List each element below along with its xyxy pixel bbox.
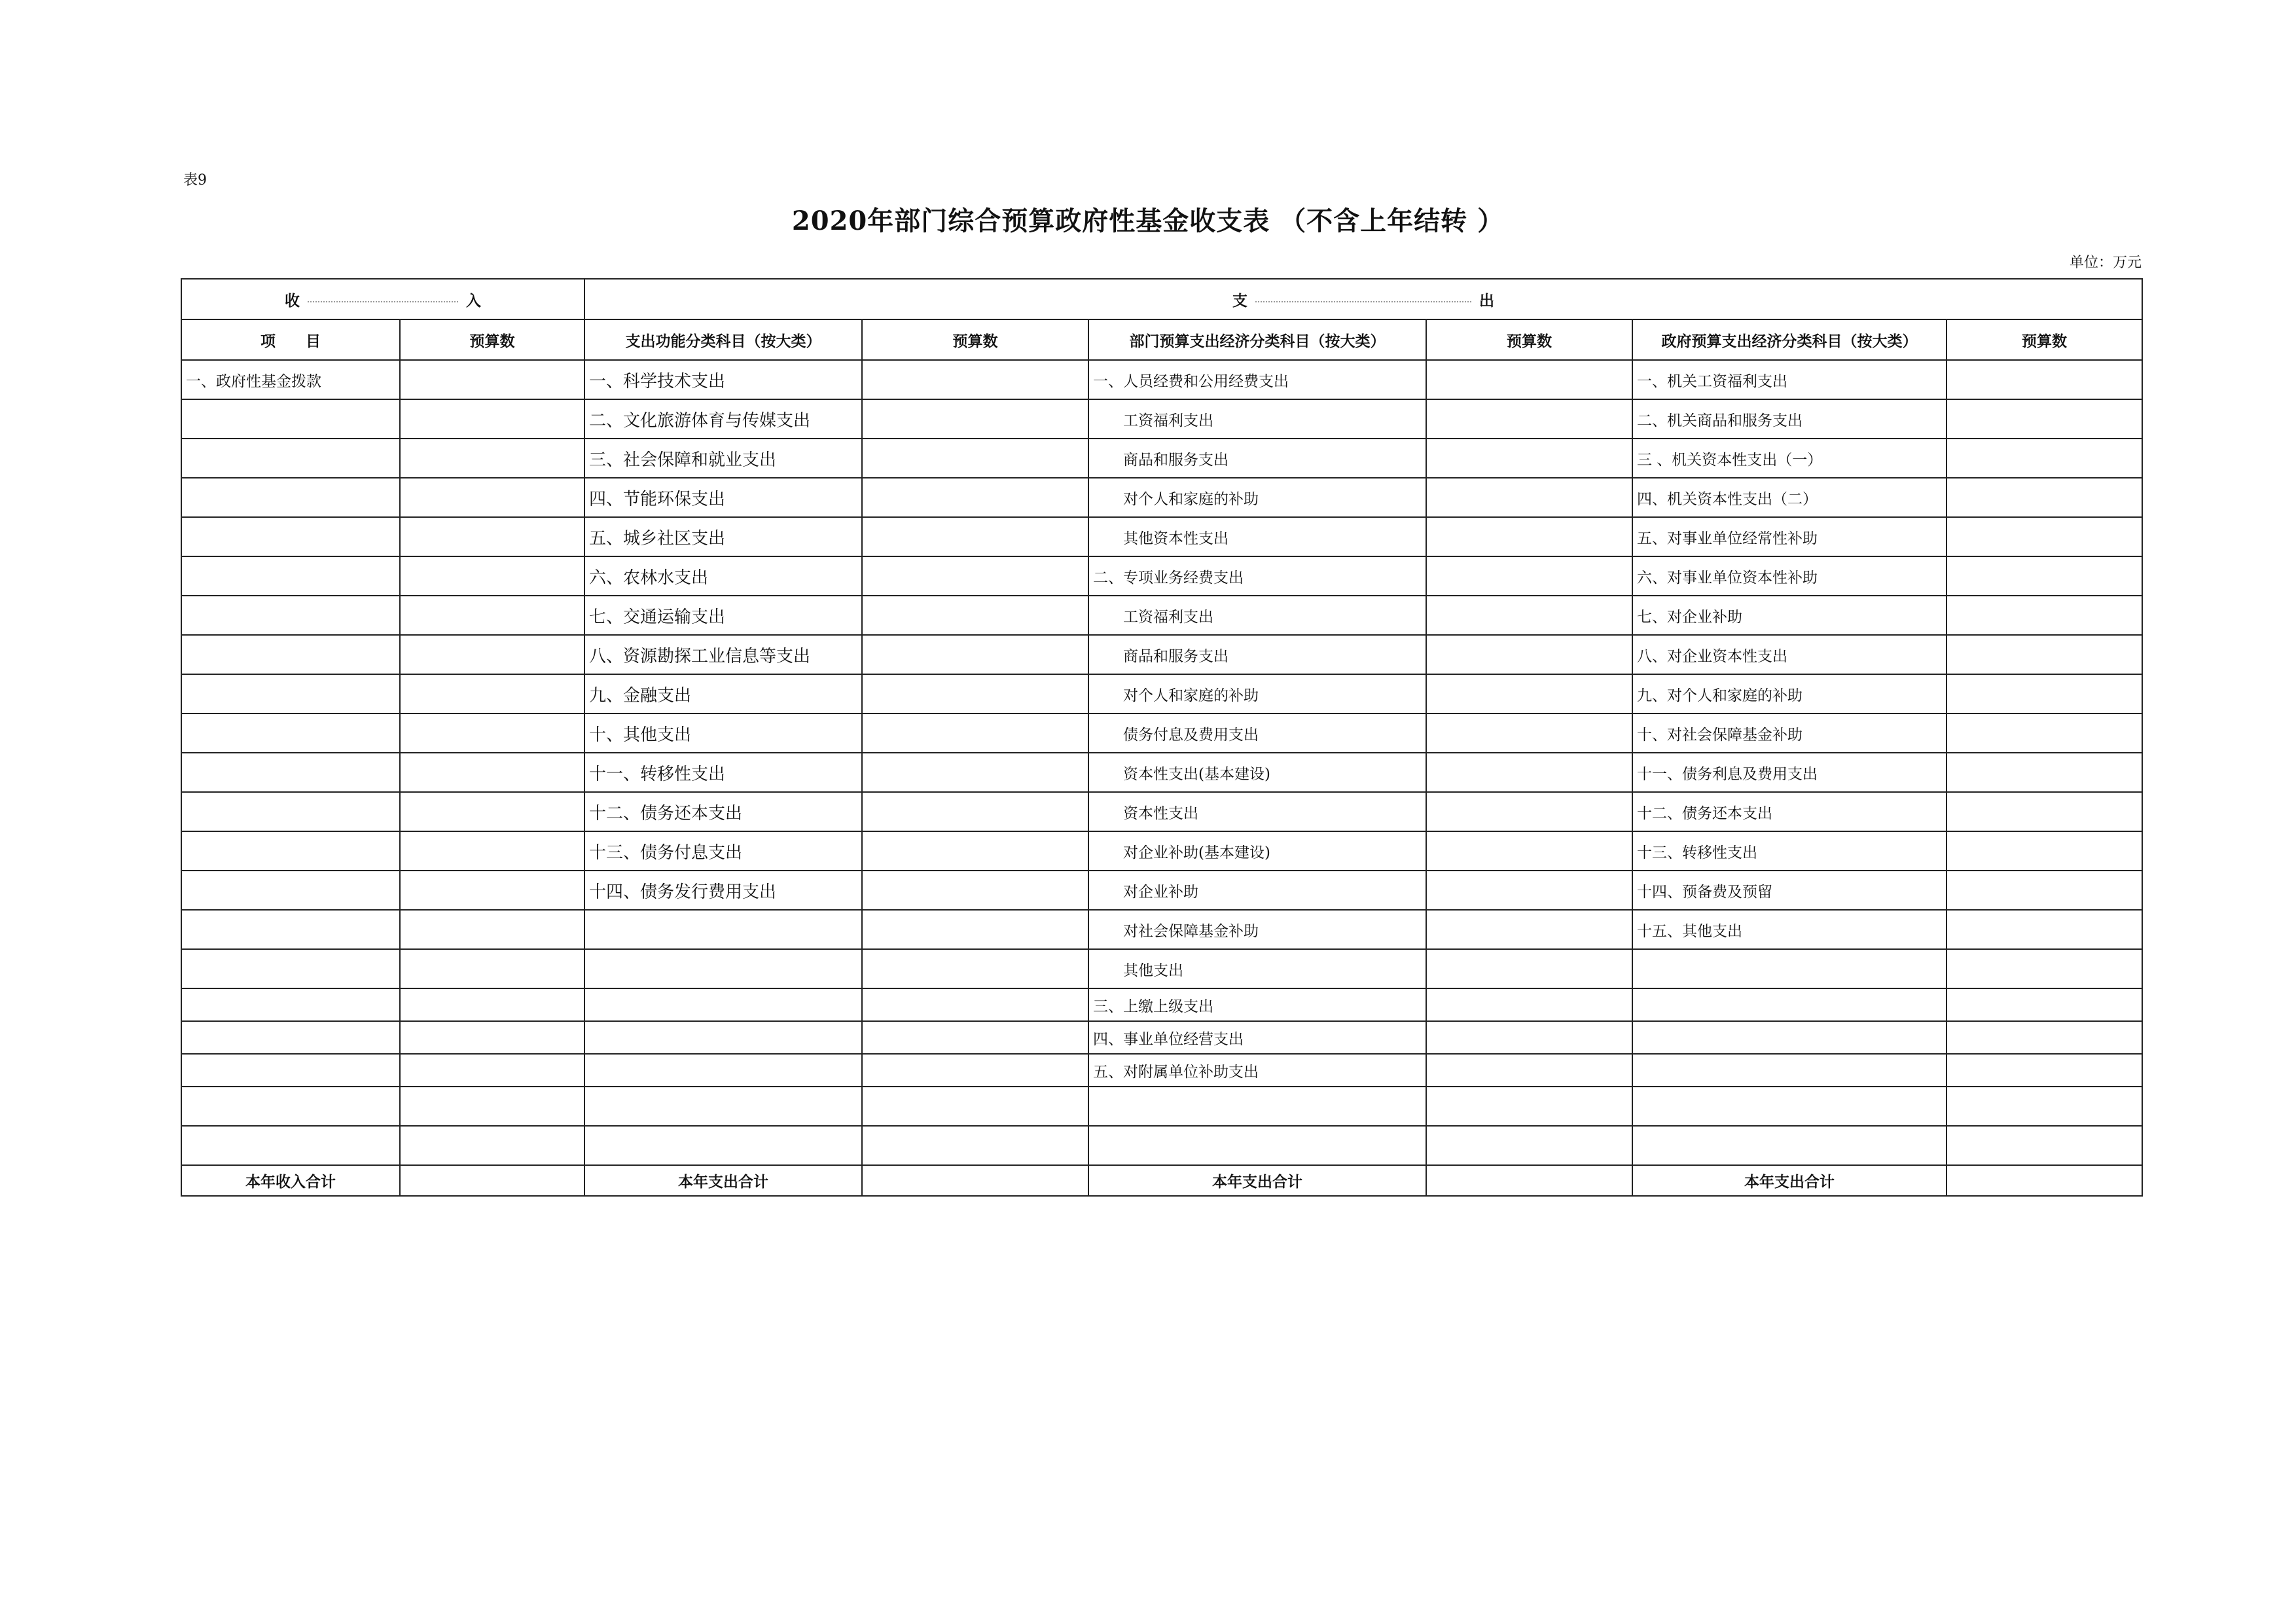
dept-item-cell: 二、专项业务经费支出: [1088, 556, 1426, 596]
income-budget-cell: [400, 792, 584, 831]
dept-item-cell: 四、事业单位经营支出: [1088, 1021, 1426, 1054]
func-budget-cell: [862, 988, 1088, 1021]
gov-item-cell: [1632, 1087, 1946, 1126]
gov-item-cell: 九、对个人和家庭的补助: [1632, 674, 1946, 713]
gov-item-cell: 七、对企业补助: [1632, 596, 1946, 635]
gov-budget-cell: [1946, 753, 2142, 792]
func-budget-cell: [862, 399, 1088, 439]
gov-item-cell: 四、机关资本性支出（二）: [1632, 478, 1946, 517]
dept-item-cell: [1088, 1087, 1426, 1126]
gov-item-cell: 八、对企业资本性支出: [1632, 635, 1946, 674]
dept-budget-cell: [1426, 360, 1632, 399]
func-budget-cell: [862, 1054, 1088, 1087]
income-item-cell: [181, 478, 400, 517]
func-item-cell: 十一、转移性支出: [584, 753, 862, 792]
dept-budget-cell: [1426, 635, 1632, 674]
income-item-cell: [181, 753, 400, 792]
func-budget-cell: [862, 517, 1088, 556]
totals-row: [181, 1165, 2142, 1196]
func-budget-cell: [862, 478, 1088, 517]
func-item-cell: [584, 1021, 862, 1054]
income-item-cell: [181, 713, 400, 753]
col-header-gov-budget: 预算数: [1946, 319, 2142, 360]
func-item-cell: 六、农林水支出: [584, 556, 862, 596]
dept-item-cell: 对个人和家庭的补助: [1088, 478, 1426, 517]
dept-budget-cell: [1426, 1054, 1632, 1087]
dept-item-cell: 债务付息及费用支出: [1088, 713, 1426, 753]
table-row: [181, 988, 2142, 1021]
table-row: [181, 556, 2142, 596]
dept-budget-cell: [1426, 871, 1632, 910]
dept-item-cell: 对社会保障基金补助: [1088, 910, 1426, 949]
dept-budget-cell: [1426, 910, 1632, 949]
income-budget-cell: [400, 910, 584, 949]
gov-item-cell: [1632, 988, 1946, 1021]
func-budget-cell: [862, 360, 1088, 399]
dept-item-cell: [1088, 1126, 1426, 1165]
gov-budget-cell: [1946, 988, 2142, 1021]
gov-budget-cell: [1946, 517, 2142, 556]
dept-total-value: [1426, 1165, 1632, 1196]
gov-item-cell: [1632, 1126, 1946, 1165]
income-budget-cell: [400, 478, 584, 517]
table-row: [181, 1087, 2142, 1126]
income-total-value: [400, 1165, 584, 1196]
gov-item-cell: 十一、债务利息及费用支出: [1632, 753, 1946, 792]
func-budget-cell: [862, 949, 1088, 988]
dept-budget-cell: [1426, 1021, 1632, 1054]
dept-budget-cell: [1426, 1087, 1632, 1126]
gov-item-cell: 十、对社会保障基金补助: [1632, 713, 1946, 753]
income-budget-cell: [400, 635, 584, 674]
dept-item-cell: 资本性支出(基本建设): [1088, 753, 1426, 792]
income-item-cell: [181, 439, 400, 478]
gov-item-cell: 十五、其他支出: [1632, 910, 1946, 949]
income-item-cell: [181, 910, 400, 949]
table-row: [181, 792, 2142, 831]
func-budget-cell: [862, 596, 1088, 635]
gov-budget-cell: [1946, 949, 2142, 988]
func-item-cell: 三、社会保障和就业支出: [584, 439, 862, 478]
income-item-cell: [181, 988, 400, 1021]
gov-budget-cell: [1946, 556, 2142, 596]
gov-budget-cell: [1946, 1087, 2142, 1126]
func-item-cell: [584, 988, 862, 1021]
gov-budget-cell: [1946, 713, 2142, 753]
income-budget-cell: [400, 360, 584, 399]
dept-item-cell: 资本性支出: [1088, 792, 1426, 831]
table-row: [181, 713, 2142, 753]
col-header-dept-class: 部门预算支出经济分类科目（按大类）: [1088, 319, 1426, 360]
col-header-func-budget: 预算数: [862, 319, 1088, 360]
dept-item-cell: 对企业补助: [1088, 871, 1426, 910]
budget-table: [181, 278, 2143, 1197]
gov-item-cell: [1632, 1021, 1946, 1054]
dept-item-cell: 五、对附属单位补助支出: [1088, 1054, 1426, 1087]
table-row: [181, 1054, 2142, 1087]
income-budget-cell: [400, 596, 584, 635]
gov-budget-cell: [1946, 792, 2142, 831]
income-budget-cell: [400, 1087, 584, 1126]
dept-budget-cell: [1426, 478, 1632, 517]
func-item-cell: [584, 1087, 862, 1126]
income-budget-cell: [400, 1054, 584, 1087]
func-total-label: 本年支出合计: [584, 1165, 862, 1196]
dept-budget-cell: [1426, 831, 1632, 871]
dept-item-cell: 对个人和家庭的补助: [1088, 674, 1426, 713]
income-budget-cell: [400, 713, 584, 753]
income-item-cell: [181, 674, 400, 713]
gov-budget-cell: [1946, 1021, 2142, 1054]
income-budget-cell: [400, 871, 584, 910]
col-header-gov-class: 政府预算支出经济分类科目（按大类）: [1632, 319, 1946, 360]
gov-item-cell: 三 、机关资本性支出（一）: [1632, 439, 1946, 478]
func-budget-cell: [862, 910, 1088, 949]
column-header-row: [181, 319, 2142, 360]
func-item-cell: [584, 1126, 862, 1165]
gov-total-value: [1946, 1165, 2142, 1196]
dept-item-cell: 一、人员经费和公用经费支出: [1088, 360, 1426, 399]
table-row: [181, 871, 2142, 910]
table-row: [181, 596, 2142, 635]
func-budget-cell: [862, 635, 1088, 674]
dept-budget-cell: [1426, 556, 1632, 596]
dept-budget-cell: [1426, 674, 1632, 713]
income-item-cell: [181, 871, 400, 910]
income-item-cell: [181, 792, 400, 831]
dept-budget-cell: [1426, 1126, 1632, 1165]
table-id: 表9: [183, 172, 207, 189]
income-budget-cell: [400, 399, 584, 439]
func-budget-cell: [862, 439, 1088, 478]
func-item-cell: 十二、债务还本支出: [584, 792, 862, 831]
gov-budget-cell: [1946, 1126, 2142, 1165]
dept-budget-cell: [1426, 792, 1632, 831]
income-budget-cell: [400, 831, 584, 871]
func-budget-cell: [862, 674, 1088, 713]
func-budget-cell: [862, 831, 1088, 871]
dept-item-cell: 其他资本性支出: [1088, 517, 1426, 556]
dept-item-cell: 商品和服务支出: [1088, 439, 1426, 478]
table-row: [181, 753, 2142, 792]
income-section-header: [181, 279, 584, 319]
func-budget-cell: [862, 871, 1088, 910]
dept-budget-cell: [1426, 517, 1632, 556]
expense-section-header: [584, 279, 2142, 319]
income-item-cell: 一、政府性基金拨款: [181, 360, 400, 399]
table-row: [181, 478, 2142, 517]
func-budget-cell: [862, 1021, 1088, 1054]
income-budget-cell: [400, 674, 584, 713]
income-budget-cell: [400, 988, 584, 1021]
func-item-cell: [584, 910, 862, 949]
table-row: [181, 1126, 2142, 1165]
income-budget-cell: [400, 517, 584, 556]
gov-budget-cell: [1946, 478, 2142, 517]
gov-total-label: 本年支出合计: [1632, 1165, 1946, 1196]
func-item-cell: 十三、债务付息支出: [584, 831, 862, 871]
table-row: [181, 439, 2142, 478]
gov-budget-cell: [1946, 674, 2142, 713]
table-row: [181, 399, 2142, 439]
dept-budget-cell: [1426, 596, 1632, 635]
income-item-cell: [181, 399, 400, 439]
dept-budget-cell: [1426, 753, 1632, 792]
gov-item-cell: [1632, 949, 1946, 988]
income-budget-cell: [400, 1126, 584, 1165]
func-budget-cell: [862, 556, 1088, 596]
gov-item-cell: 五、对事业单位经常性补助: [1632, 517, 1946, 556]
func-budget-cell: [862, 753, 1088, 792]
gov-item-cell: [1632, 1054, 1946, 1087]
func-item-cell: 二、文化旅游体育与传媒支出: [584, 399, 862, 439]
gov-budget-cell: [1946, 399, 2142, 439]
income-budget-cell: [400, 1021, 584, 1054]
gov-budget-cell: [1946, 1054, 2142, 1087]
dept-item-cell: 三、上缴上级支出: [1088, 988, 1426, 1021]
dept-item-cell: 对企业补助(基本建设): [1088, 831, 1426, 871]
col-header-income-budget: 预算数: [400, 319, 584, 360]
table-row: [181, 910, 2142, 949]
income-item-cell: [181, 1021, 400, 1054]
func-budget-cell: [862, 713, 1088, 753]
income-budget-cell: [400, 556, 584, 596]
dept-budget-cell: [1426, 988, 1632, 1021]
func-budget-cell: [862, 1126, 1088, 1165]
gov-item-cell: 十二、债务还本支出: [1632, 792, 1946, 831]
func-item-cell: 十四、债务发行费用支出: [584, 871, 862, 910]
func-item-cell: 九、金融支出: [584, 674, 862, 713]
income-budget-cell: [400, 949, 584, 988]
dept-item-cell: 其他支出: [1088, 949, 1426, 988]
dept-item-cell: 工资福利支出: [1088, 399, 1426, 439]
income-item-cell: [181, 635, 400, 674]
dept-budget-cell: [1426, 713, 1632, 753]
dept-item-cell: 工资福利支出: [1088, 596, 1426, 635]
income-dots: [308, 301, 458, 302]
gov-budget-cell: [1946, 910, 2142, 949]
income-budget-cell: [400, 753, 584, 792]
gov-item-cell: 六、对事业单位资本性补助: [1632, 556, 1946, 596]
func-item-cell: [584, 949, 862, 988]
func-item-cell: 十、其他支出: [584, 713, 862, 753]
gov-item-cell: 十四、预备费及预留: [1632, 871, 1946, 910]
gov-budget-cell: [1946, 360, 2142, 399]
gov-budget-cell: [1946, 596, 2142, 635]
func-item-cell: 五、城乡社区支出: [584, 517, 862, 556]
expense-char-right: 出: [1479, 291, 1494, 310]
section-header-row: [181, 279, 2142, 319]
gov-item-cell: 十三、转移性支出: [1632, 831, 1946, 871]
table-row: [181, 674, 2142, 713]
expense-dots: [1255, 301, 1471, 302]
income-item-cell: [181, 596, 400, 635]
dept-total-label: 本年支出合计: [1088, 1165, 1426, 1196]
func-budget-cell: [862, 792, 1088, 831]
dept-budget-cell: [1426, 439, 1632, 478]
income-item-cell: [181, 517, 400, 556]
expense-char-left: 支: [1232, 291, 1247, 310]
col-header-item: 项 目: [181, 319, 400, 360]
income-item-cell: [181, 949, 400, 988]
gov-budget-cell: [1946, 871, 2142, 910]
func-total-value: [862, 1165, 1088, 1196]
income-item-cell: [181, 1126, 400, 1165]
col-header-func-class: 支出功能分类科目（按大类）: [584, 319, 862, 360]
table-row: [181, 517, 2142, 556]
gov-budget-cell: [1946, 831, 2142, 871]
table-row: [181, 1021, 2142, 1054]
col-header-dept-budget: 预算数: [1426, 319, 1632, 360]
gov-budget-cell: [1946, 439, 2142, 478]
dept-budget-cell: [1426, 399, 1632, 439]
func-item-cell: 八、资源勘探工业信息等支出: [584, 635, 862, 674]
dept-item-cell: 商品和服务支出: [1088, 635, 1426, 674]
income-item-cell: [181, 1087, 400, 1126]
func-item-cell: 一、科学技术支出: [584, 360, 862, 399]
table-row: [181, 360, 2142, 399]
income-item-cell: [181, 1054, 400, 1087]
table-body: [181, 279, 2142, 1196]
gov-budget-cell: [1946, 635, 2142, 674]
income-budget-cell: [400, 439, 584, 478]
func-item-cell: 七、交通运输支出: [584, 596, 862, 635]
func-item-cell: 四、节能环保支出: [584, 478, 862, 517]
table-row: [181, 635, 2142, 674]
document-title: 2020年部门综合预算政府性基金收支表 （不含上年结转 ）: [791, 206, 1505, 236]
income-total-label: 本年收入合计: [181, 1165, 400, 1196]
income-char-right: 入: [466, 291, 481, 310]
func-item-cell: [584, 1054, 862, 1087]
gov-item-cell: 二、机关商品和服务支出: [1632, 399, 1946, 439]
dept-budget-cell: [1426, 949, 1632, 988]
unit-label: 单位：万元: [2069, 255, 2142, 271]
table-row: [181, 831, 2142, 871]
income-item-cell: [181, 556, 400, 596]
func-budget-cell: [862, 1087, 1088, 1126]
gov-item-cell: 一、机关工资福利支出: [1632, 360, 1946, 399]
table-row: [181, 949, 2142, 988]
income-char-left: 收: [285, 291, 300, 310]
income-item-cell: [181, 831, 400, 871]
